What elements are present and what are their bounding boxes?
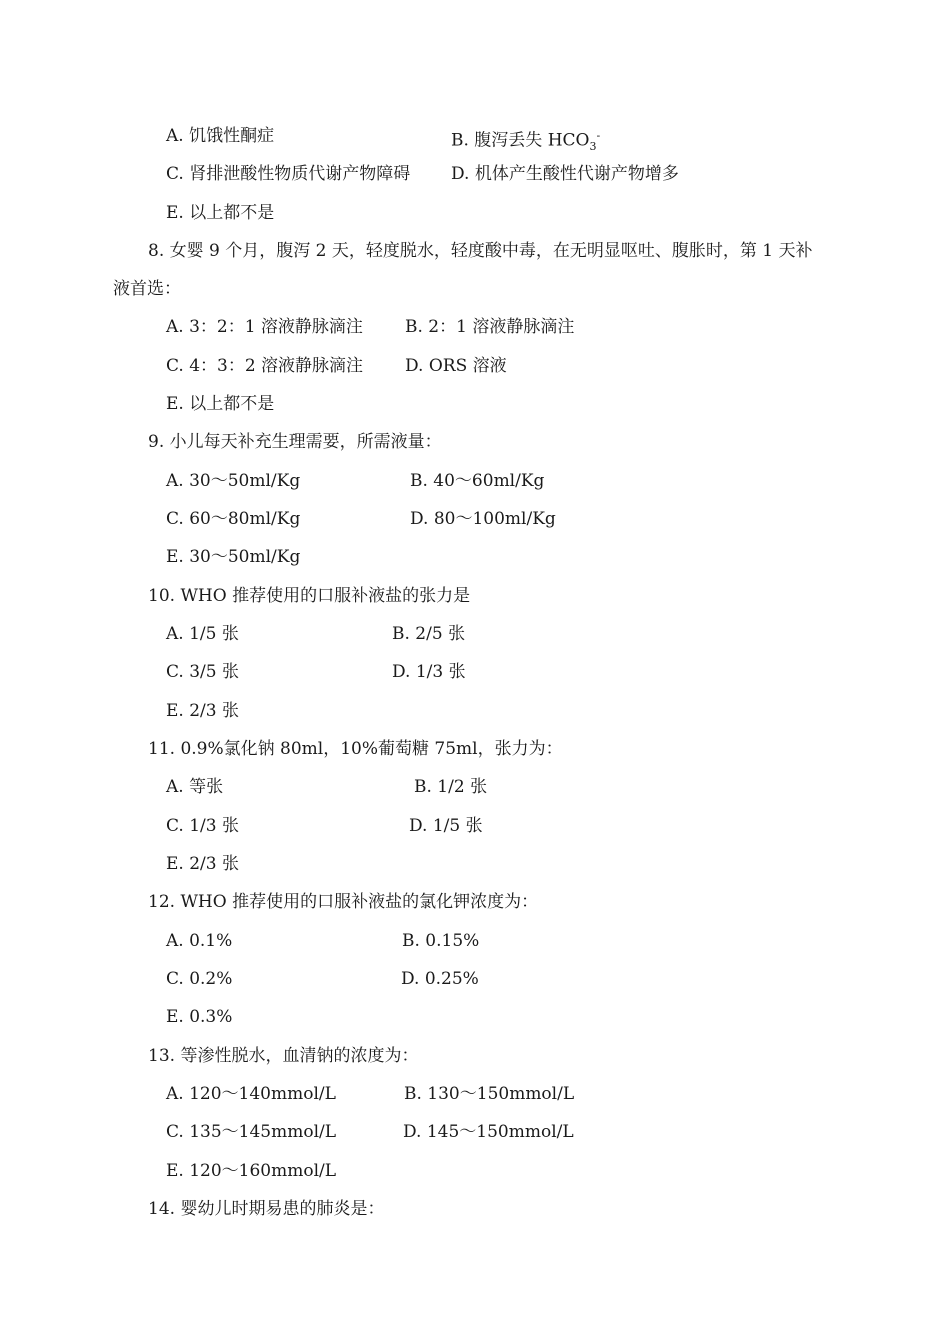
q12-option-a: A. 0.1% [166,931,233,951]
q8-stem-line2: 液首选： [113,279,181,299]
q13-option-d: D. 145～150mmol/L [403,1122,574,1142]
q7-option-b-text: B. 腹泻丢失 HCO [451,130,590,151]
q14-stem: 14. 婴幼儿时期易患的肺炎是： [148,1199,385,1219]
q11-option-a: A. 等张 [166,777,224,797]
q7-option-b-subscript: 3 [589,140,597,154]
q8-option-a: A. 3：2：1 溶液静脉滴注 [166,317,363,337]
q11-option-e: E. 2/3 张 [166,854,239,874]
q10-option-e: E. 2/3 张 [166,701,239,721]
q8-option-c: C. 4：3：2 溶液静脉滴注 [166,356,364,376]
q11-option-c: C. 1/3 张 [166,816,239,836]
q10-option-b: B. 2/5 张 [392,624,466,644]
q13-option-a: A. 120～140mmol/L [166,1084,336,1104]
q13-option-e: E. 120～160mmol/L [166,1161,337,1181]
q7-option-b [451,125,600,158]
q9-option-b: B. 40～60ml/Kg [410,471,545,491]
q10-option-a: A. 1/5 张 [166,624,239,644]
q12-option-e: E. 0.3% [166,1007,233,1027]
q9-option-c: C. 60～80ml/Kg [166,509,301,529]
q7-option-c: C. 肾排泄酸性物质代谢产物障碍 [166,164,411,184]
q7-option-b-superscript: - [596,129,601,142]
q7-option-e: E. 以上都不是 [166,203,275,223]
q9-option-e: E. 30～50ml/Kg [166,547,301,567]
q13-stem: 13. 等渗性脱水，血清钠的浓度为： [148,1046,419,1066]
q8-option-b: B. 2：1 溶液静脉滴注 [405,317,575,337]
q13-option-c: C. 135～145mmol/L [166,1122,337,1142]
q8-option-e: E. 以上都不是 [166,394,275,414]
q11-stem: 11. 0.9%氯化钠 80ml，10%葡萄糖 75ml，张力为： [148,739,563,759]
q8-stem-line1: 8. 女婴 9 个月，腹泻 2 天，轻度脱水，轻度酸中毒，在无明显呕吐、腹胀时，第 1 天补 [148,241,813,261]
q12-stem: 12. WHO 推荐使用的口服补液盐的氯化钾浓度为： [148,892,539,912]
q7-option-d: D. 机体产生酸性代谢产物增多 [451,164,679,184]
q11-option-b: B. 1/2 张 [414,777,488,797]
q7-option-a: A. 饥饿性酮症 [166,126,275,146]
q8-option-d: D. ORS 溶液 [405,356,507,376]
q9-option-a: A. 30～50ml/Kg [166,471,301,491]
q10-option-c: C. 3/5 张 [166,662,239,682]
q11-option-d: D. 1/5 张 [409,816,483,836]
q10-option-d: D. 1/3 张 [392,662,466,682]
q10-stem: 10. WHO 推荐使用的口服补液盐的张力是 [148,586,471,606]
q9-option-d: D. 80～100ml/Kg [410,509,556,529]
q9-stem: 9. 小儿每天补充生理需要，所需液量： [148,432,442,452]
q12-option-c: C. 0.2% [166,969,233,989]
q13-option-b: B. 130～150mmol/L [404,1084,575,1104]
q12-option-d: D. 0.25% [401,969,479,989]
q12-option-b: B. 0.15% [402,931,480,951]
